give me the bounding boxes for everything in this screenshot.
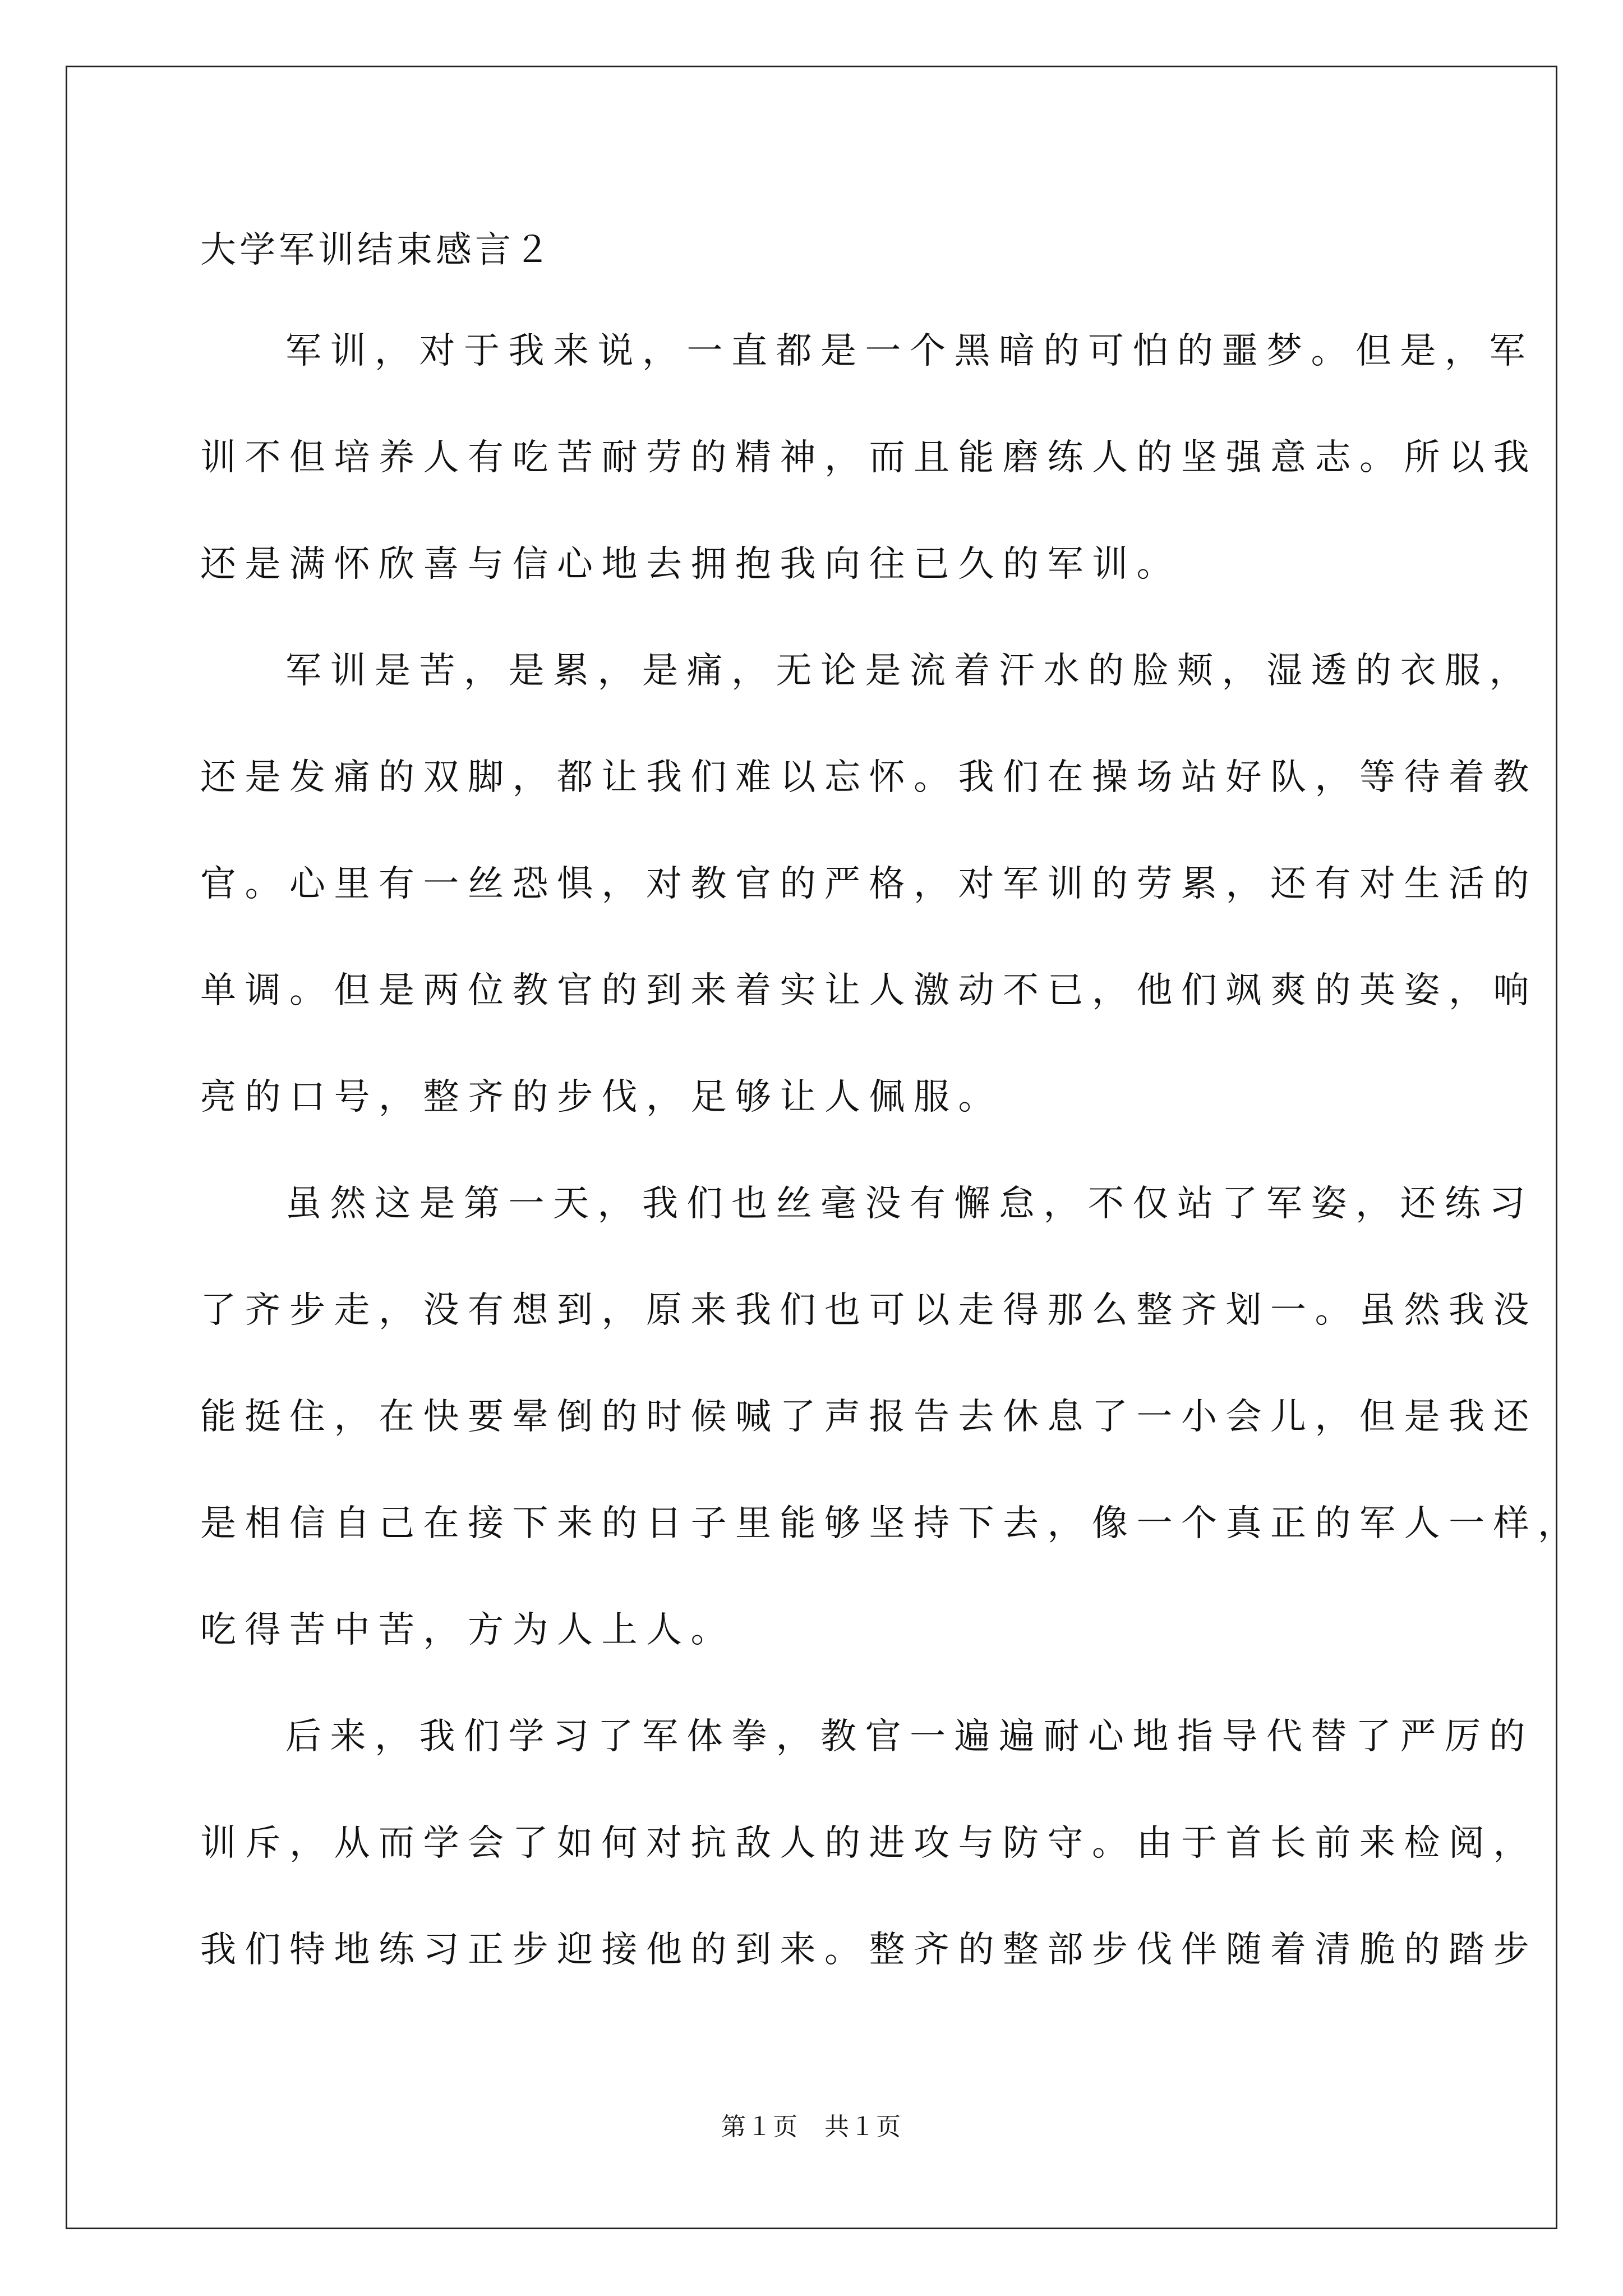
paragraph-line: 能挺住，在快要晕倒的时候喊了声报告去休息了一小会儿，但是我还: [200, 1396, 1538, 1438]
page-number-footer: 第１页 共１页: [721, 2113, 902, 2141]
paragraph-line: 虽然这是第一天，我们也丝毫没有懈怠，不仅站了军姿，还练习: [285, 1183, 1534, 1225]
paragraph-line: 吃得苦中苦，方为人上人。: [200, 1609, 735, 1651]
document-title: 大学军训结束感言２: [200, 229, 554, 271]
paragraph-line: 还是满怀欣喜与信心地去拥抱我向往已久的军训。: [200, 544, 1181, 585]
paragraph-line: 训斥，从而学会了如何对抗敌人的进攻与防守。由于首长前来检阅，: [200, 1823, 1538, 1864]
paragraph-line: 了齐步走，没有想到，原来我们也可以走得那么整齐划一。虽然我没: [200, 1290, 1538, 1331]
page-border: [66, 66, 1557, 2229]
paragraph-line: 单调。但是两位教官的到来着实让人激动不已，他们飒爽的英姿，响: [200, 970, 1538, 1011]
paragraph-line: 亮的口号，整齐的步伐，足够让人佩服。: [200, 1076, 1003, 1118]
paragraph-line: 训不但培养人有吃苦耐劳的精神，而且能磨练人的坚强意志。所以我: [200, 437, 1538, 478]
paragraph-line: 还是发痛的双脚，都让我们难以忘怀。我们在操场站好队，等待着教: [200, 757, 1538, 798]
paragraph-line: 军训，对于我来说，一直都是一个黑暗的可怕的噩梦。但是，军: [285, 330, 1534, 372]
paragraph-line: 军训是苦，是累，是痛，无论是流着汗水的脸颊，湿透的衣服，: [285, 650, 1534, 692]
paragraph-line: 后来，我们学习了军体拳，教官一遍遍耐心地指导代替了严厉的: [285, 1716, 1534, 1757]
paragraph-line: 官。心里有一丝恐惧，对教官的严格，对军训的劳累，还有对生活的: [200, 863, 1538, 905]
paragraph-line: 是相信自己在接下来的日子里能够坚持下去，像一个真正的军人一样，: [200, 1503, 1583, 1544]
paragraph-line: 我们特地练习正步迎接他的到来。整齐的整部步伐伴随着清脆的踏步: [200, 1929, 1538, 1971]
